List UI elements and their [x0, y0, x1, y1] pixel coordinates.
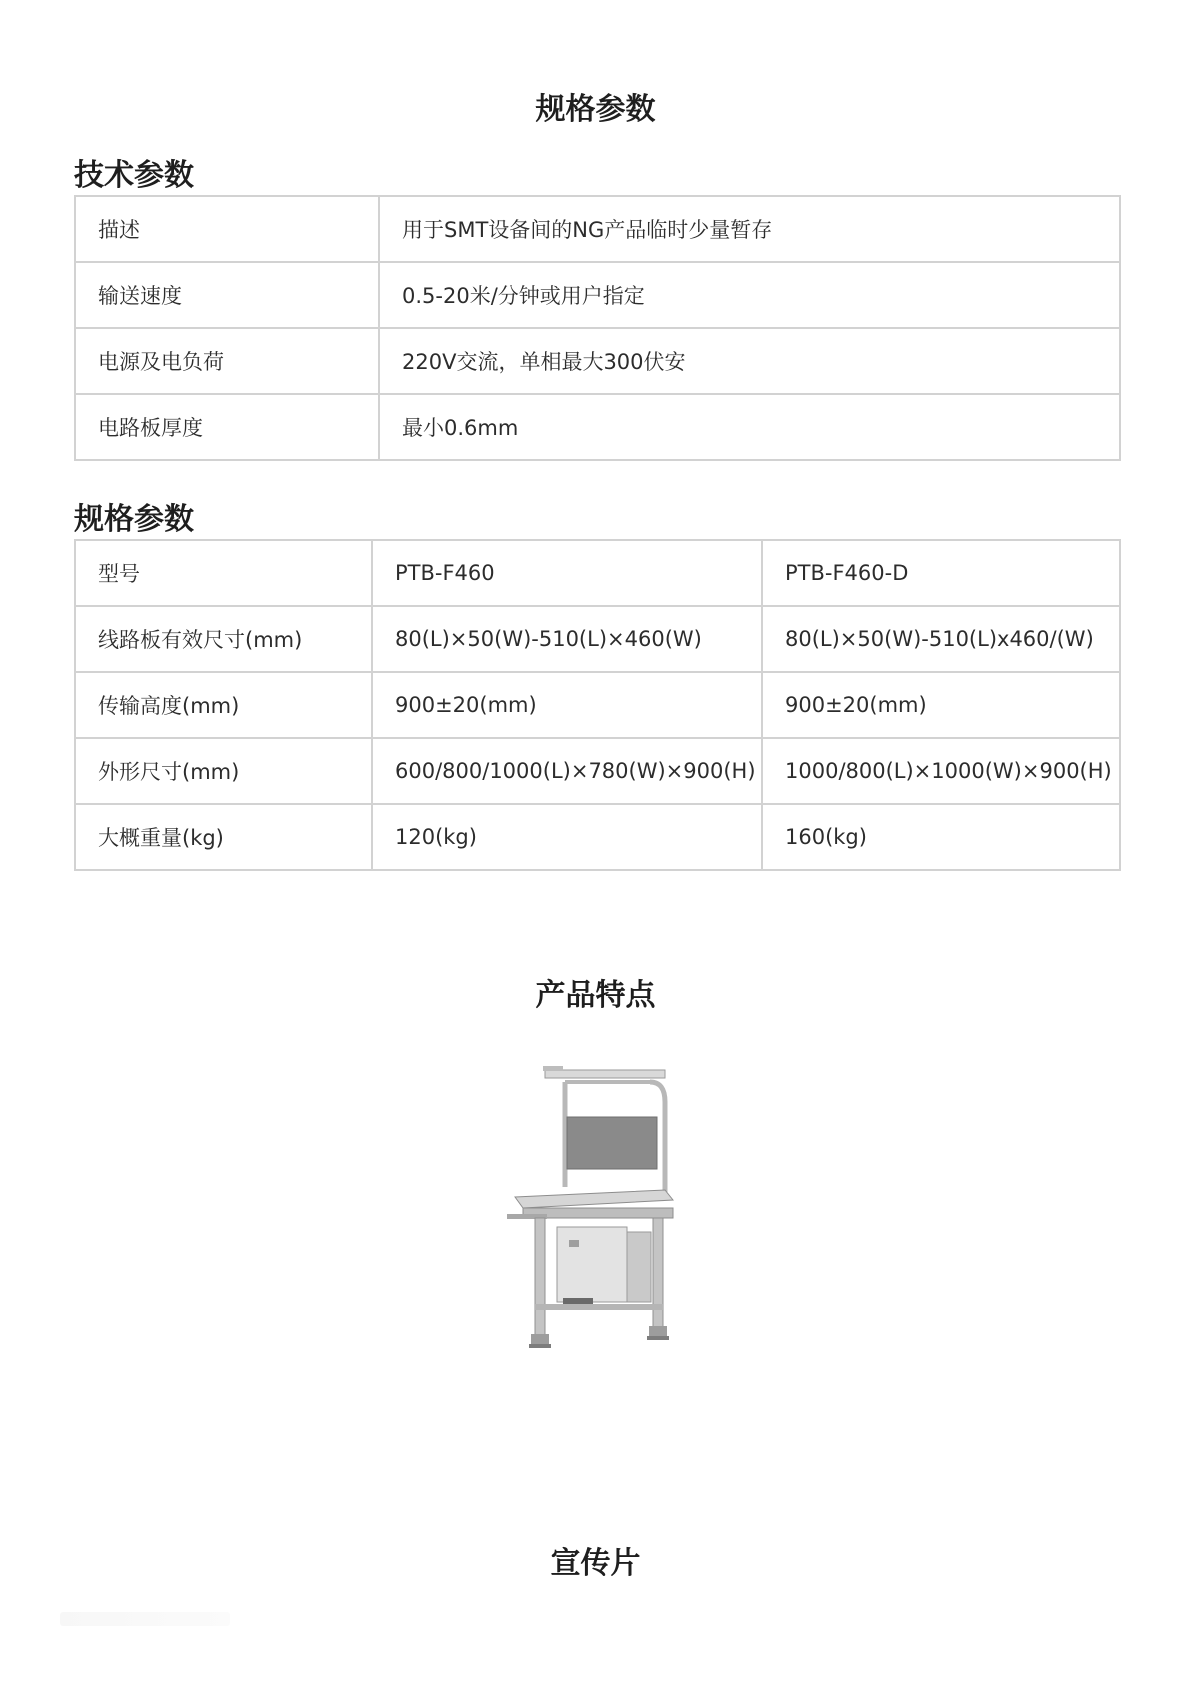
- promo-heading: 宣传片: [550, 1546, 641, 1581]
- table-cell-label: 外形尺寸(mm): [75, 738, 372, 804]
- table-cell-value: 900±20(mm): [372, 672, 762, 738]
- tech-params-heading: 技术参数: [74, 158, 194, 193]
- table-row: [75, 738, 1120, 804]
- table-cell-value: 最小0.6mm: [379, 394, 1120, 460]
- table-cell-value: 160(kg): [762, 804, 1120, 870]
- table-cell-value: 0.5-20米/分钟或用户指定: [379, 262, 1120, 328]
- table-cell-value: 120(kg): [372, 804, 762, 870]
- table-row: [75, 672, 1120, 738]
- table-cell-value: PTB-F460-D: [762, 540, 1120, 606]
- table-row: [75, 262, 1120, 328]
- table-row: [75, 394, 1120, 460]
- features-heading: 产品特点: [535, 978, 656, 1013]
- spec-params-table: [74, 539, 1121, 871]
- table-cell-label: 大概重量(kg): [75, 804, 372, 870]
- table-cell-label: 电路板厚度: [75, 394, 379, 460]
- table-cell-label: 电源及电负荷: [75, 328, 379, 394]
- table-cell-label: 输送速度: [75, 262, 379, 328]
- table-cell-value: 用于SMT设备间的NG产品临时少量暂存: [379, 196, 1120, 262]
- table-row: [75, 804, 1120, 870]
- table-cell-value: 900±20(mm): [762, 672, 1120, 738]
- page-title: 规格参数: [535, 92, 656, 127]
- video-placeholder: [60, 1612, 230, 1626]
- table-cell-label: 描述: [75, 196, 379, 262]
- table-row: [75, 606, 1120, 672]
- table-row: [75, 328, 1120, 394]
- table-row: [75, 196, 1120, 262]
- table-row: [75, 540, 1120, 606]
- table-cell-value: 1000/800(L)×1000(W)×900(H): [762, 738, 1120, 804]
- tech-params-table: [74, 195, 1121, 461]
- table-cell-label: 线路板有效尺寸(mm): [75, 606, 372, 672]
- spec-params-heading: 规格参数: [74, 502, 194, 537]
- table-cell-value: 80(L)×50(W)-510(L)x460/(W): [762, 606, 1120, 672]
- table-cell-label: 传输高度(mm): [75, 672, 372, 738]
- table-cell-value: 80(L)×50(W)-510(L)×460(W): [372, 606, 762, 672]
- table-cell-label: 型号: [75, 540, 372, 606]
- table-cell-value: 600/800/1000(L)×780(W)×900(H): [372, 738, 762, 804]
- conveyor-buffer-machine-icon: [505, 1062, 705, 1357]
- table-cell-value: PTB-F460: [372, 540, 762, 606]
- table-cell-value: 220V交流，单相最大300伏安: [379, 328, 1120, 394]
